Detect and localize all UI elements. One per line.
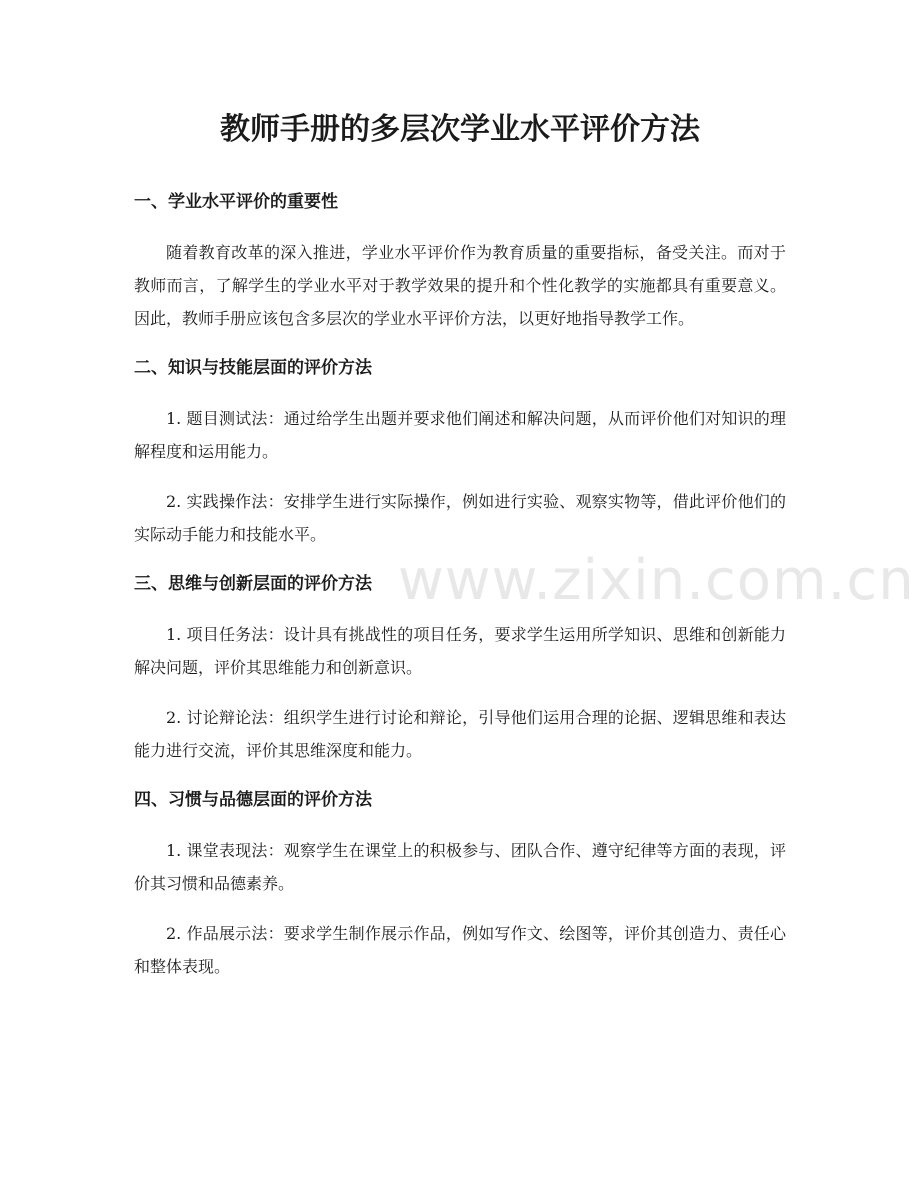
section-heading: 一、学业水平评价的重要性 [134, 192, 338, 212]
paragraph: 随着教育改革的深入推进，学业水平评价作为教育质量的重要指标，备受关注。而对于教师而言，了解学生的学业水平对于教学效果的提升和个性化教学的实施都具有重要意义。因此，教师手册应该包含多层次的学业水平评价方法，以更好地指导教学工作。 [134, 243, 786, 328]
section-thinking-innovation [134, 568, 786, 767]
watermark: www.zixin.com.cn [398, 548, 915, 613]
paragraph: 2. 作品展示法：要求学生制作展示作品，例如写作文、绘图等，评价其创造力、责任心和整体表现。 [134, 924, 786, 976]
paragraph: 1. 课堂表现法：观察学生在课堂上的积极参与、团队合作、遵守纪律等方面的表现，评价其习惯和品德素养。 [134, 841, 786, 893]
section-heading: 四、习惯与品德层面的评价方法 [134, 790, 372, 810]
section-knowledge-skills [134, 352, 786, 551]
section-heading: 三、思维与创新层面的评价方法 [134, 574, 372, 594]
section-heading: 二、知识与技能层面的评价方法 [134, 358, 372, 378]
paragraph: 2. 实践操作法：安排学生进行实际操作，例如进行实验、观察实物等，借此评价他们的实际动手能力和技能水平。 [134, 492, 786, 544]
page-title: 教师手册的多层次学业水平评价方法 [220, 112, 700, 147]
paragraph: 2. 讨论辩论法：组织学生进行讨论和辩论，引导他们运用合理的论据、逻辑思维和表达能力进行交流，评价其思维深度和能力。 [134, 708, 786, 760]
section-importance [134, 186, 786, 335]
document-body [134, 186, 786, 1000]
paragraph: 1. 项目任务法：设计具有挑战性的项目任务，要求学生运用所学知识、思维和创新能力解决问题，评价其思维能力和创新意识。 [134, 625, 786, 677]
section-habits-morality [134, 784, 786, 983]
paragraph: 1. 题目测试法：通过给学生出题并要求他们阐述和解决问题，从而评价他们对知识的理解程度和运用能力。 [134, 409, 786, 461]
